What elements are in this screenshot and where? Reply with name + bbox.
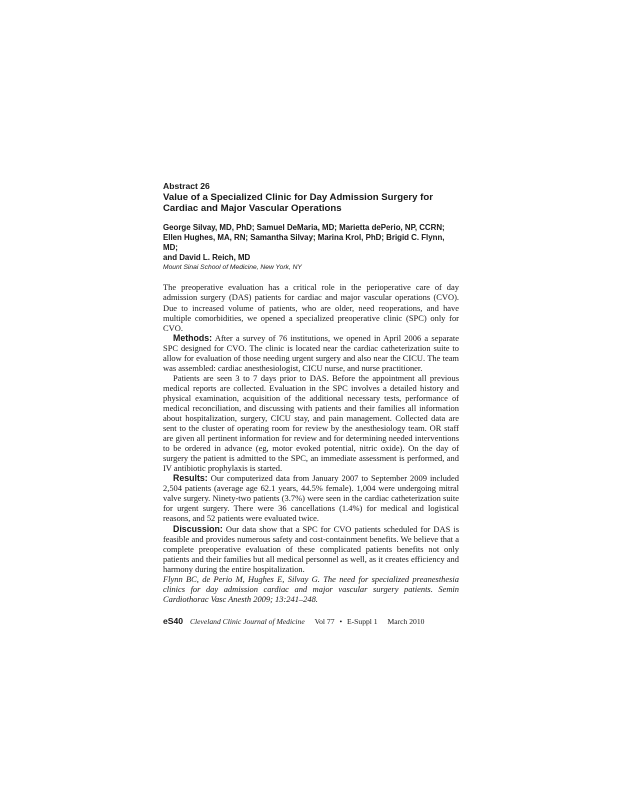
abstract-label: Abstract 26 (163, 181, 210, 191)
methods-paragraph (163, 333, 459, 373)
discussion-text: Our data show that a SPC for CVO patients scheduled for DAS is feasible and provides numerous safety and cost-containment benefits. We believe that a complete preoperative evaluation of these complicated patients benefits not only patients and their families but all medical personnel as well, as it creates efficiency and harmony during the entire hospitalization. (163, 523, 459, 574)
abstract-body (163, 282, 459, 604)
author-line: George Silvay, MD, PhD; Samuel DeMaria, MD; Marietta dePerio, NP, CCRN; (163, 223, 445, 233)
affiliation: Mount Sinai School of Medicine, New York, NY (163, 264, 302, 272)
methods-heading: Methods: (173, 332, 213, 343)
author-line: and David L. Reich, MD (163, 253, 251, 263)
supplement: E-Suppl 1 (347, 617, 378, 626)
results-heading: Results: (173, 473, 208, 484)
results-text: Our computerized data from January 2007 to September 2009 included 2,504 patients (average age 62.1 years, 44.5% female). 1,004 were undergoing mitral valve surgery. Ninety-two patients (3.7%) were seen in the cardiac catheterization suite for urgent surgery. There were 36 cancellations (1.4%) for medical and logistical reasons, and 52 patients were evaluated twice. (163, 473, 459, 524)
methods-paragraph-2: Patients are seen 3 to 7 days prior to DAS. Before the appointment all previous medical reports are collected. Evaluation in the SPC involves a detailed history and physical examination, acquisition of the additional necessary tests, performance of medical reconciliation, and discussing with patients and their families all information about hospitalization, surgery, CICU stay, and pain management. Collected data are sent to the cluster of operating room for review by the anesthesiology team. OR staff are given all pertinent information for review and for determining needed interventions to be ordered in advance (eg, motor evoked potential, nitric oxide). On the day of surgery the patient is admitted to the SPC, an immediate assessment is performed, and IV antibiotic prophylaxis is started. (163, 372, 459, 474)
methods-text: After a survey of 76 institutions, we opened in April 2006 a separate SPC designed for CVO. The clinic is located near the cardiac catheterization suite to allow for evaluation of those needing urgent surgery and also near the CICU. The team was assembled: cardiac anesthesiologist, CICU nurse, and nurse practitioner. (163, 332, 459, 373)
page-footer (163, 616, 459, 626)
reference-citation: Flynn BC, de Perio M, Hughes E, Silvay G. The need for specialized preanesthesia clinics for day admission cardiac and major vascular surgery patients. Semin Cardiothorac Vasc Anesth 2009; 13:241–248. (163, 573, 459, 604)
issue-date: March 2010 (387, 617, 425, 626)
abstract-article (163, 181, 459, 604)
abstract-title: Value of a Specialized Clinic for Day Admission Surgery for Cardiac and Major Vascular Operations (163, 192, 433, 215)
results-paragraph (163, 473, 459, 523)
intro-paragraph: The preoperative evaluation has a critical role in the perioperative care of day admission surgery (DAS) patients for cardiac and major vascular operations (CVO). Due to increased volume of patients, who are older, need reoperations, and have multiple comorbidities, we opened a specialized preoperative clinic (SPC) only for CVO. (163, 282, 459, 333)
bullet-separator: • (339, 617, 343, 626)
discussion-heading: Discussion: (173, 523, 223, 534)
volume: Vol 77 (314, 617, 335, 626)
page-number: eS40 (163, 616, 184, 626)
discussion-paragraph (163, 524, 459, 574)
author-line: Ellen Hughes, MA, RN; Samantha Silvay; Marina Krol, PhD; Brigid C. Flynn, MD; (163, 233, 445, 253)
journal-name: Cleveland Clinic Journal of Medicine (189, 617, 305, 626)
